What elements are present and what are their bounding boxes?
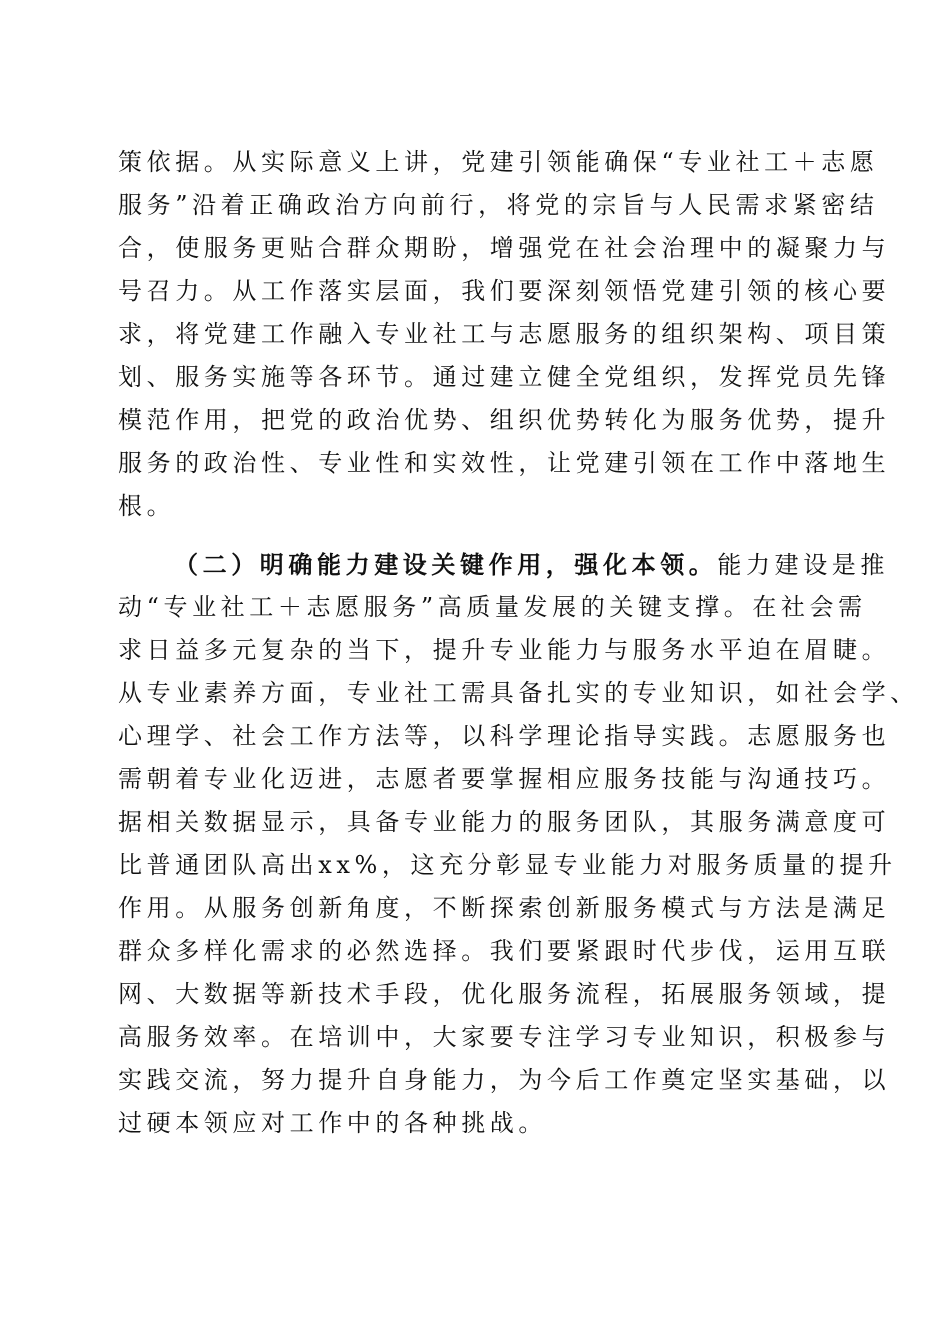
paragraph-line: 服务”沿着正确政治方向前行，将党的宗旨与人民需求紧密结	[118, 191, 879, 219]
paragraph-line: 群众多样化需求的必然选择。我们要紧跟时代步伐，运用互联	[118, 937, 891, 965]
paragraph-line: 高服务效率。在培训中，大家要专注学习专业知识，积极参与	[118, 1023, 891, 1051]
paragraph-line: 号召力。从工作落实层面，我们要深刻领悟党建引领的核心要	[118, 277, 891, 305]
section-heading: （二）明确能力建设关键作用，强化本领。	[174, 550, 718, 579]
paragraph-line: 作用。从服务创新角度，不断探索创新服务模式与方法是满足	[118, 894, 891, 922]
paragraph-line: 划、服务实施等各环节。通过建立健全党组织，发挥党员先锋	[118, 363, 891, 391]
paragraph-line: 服务的政治性、专业性和实效性，让党建引领在工作中落地生	[118, 449, 891, 477]
paragraph-line: 据相关数据显示，具备专业能力的服务团队，其服务满意度可	[118, 808, 891, 836]
paragraph-line: 心理学、社会工作方法等，以科学理论指导实践。志愿服务也	[118, 722, 891, 750]
paragraph-line: 根。	[118, 492, 176, 520]
paragraph-line: 动“专业社工＋志愿服务”高质量发展的关键支撑。在社会需	[118, 593, 867, 621]
paragraph-line: 从专业素养方面，专业社工需具备扎实的专业知识，如社会学、	[118, 679, 919, 707]
paragraph-line: 过硬本领应对工作中的各种挑战。	[118, 1109, 547, 1137]
paragraph-line: 策依据。从实际意义上讲，党建引领能确保“专业社工＋志愿	[118, 148, 879, 176]
paragraph-line: 模范作用，把党的政治优势、组织优势转化为服务优势，提升	[118, 406, 891, 434]
heading-continuation: 能力建设是推	[717, 551, 890, 579]
paragraph-line: 需朝着专业化迈进，志愿者要掌握相应服务技能与沟通技巧。	[118, 765, 891, 793]
paragraph-first-line	[174, 543, 890, 586]
paragraph-line: 网、大数据等新技术手段，优化服务流程，拓展服务领域，提	[118, 980, 891, 1008]
paragraph-line: 求，将党建工作融入专业社工与志愿服务的组织架构、项目策	[118, 320, 891, 348]
paragraph-line: 求日益多元复杂的当下，提升专业能力与服务水平迫在眉睫。	[118, 636, 891, 664]
paragraph-line: 实践交流，努力提升自身能力，为今后工作奠定坚实基础，以	[118, 1066, 891, 1094]
paragraph-line: 比普通团队高出xx%，这充分彰显专业能力对服务质量的提升	[118, 851, 897, 879]
paragraph-line: 合，使服务更贴合群众期盼，增强党在社会治理中的凝聚力与	[118, 234, 891, 262]
